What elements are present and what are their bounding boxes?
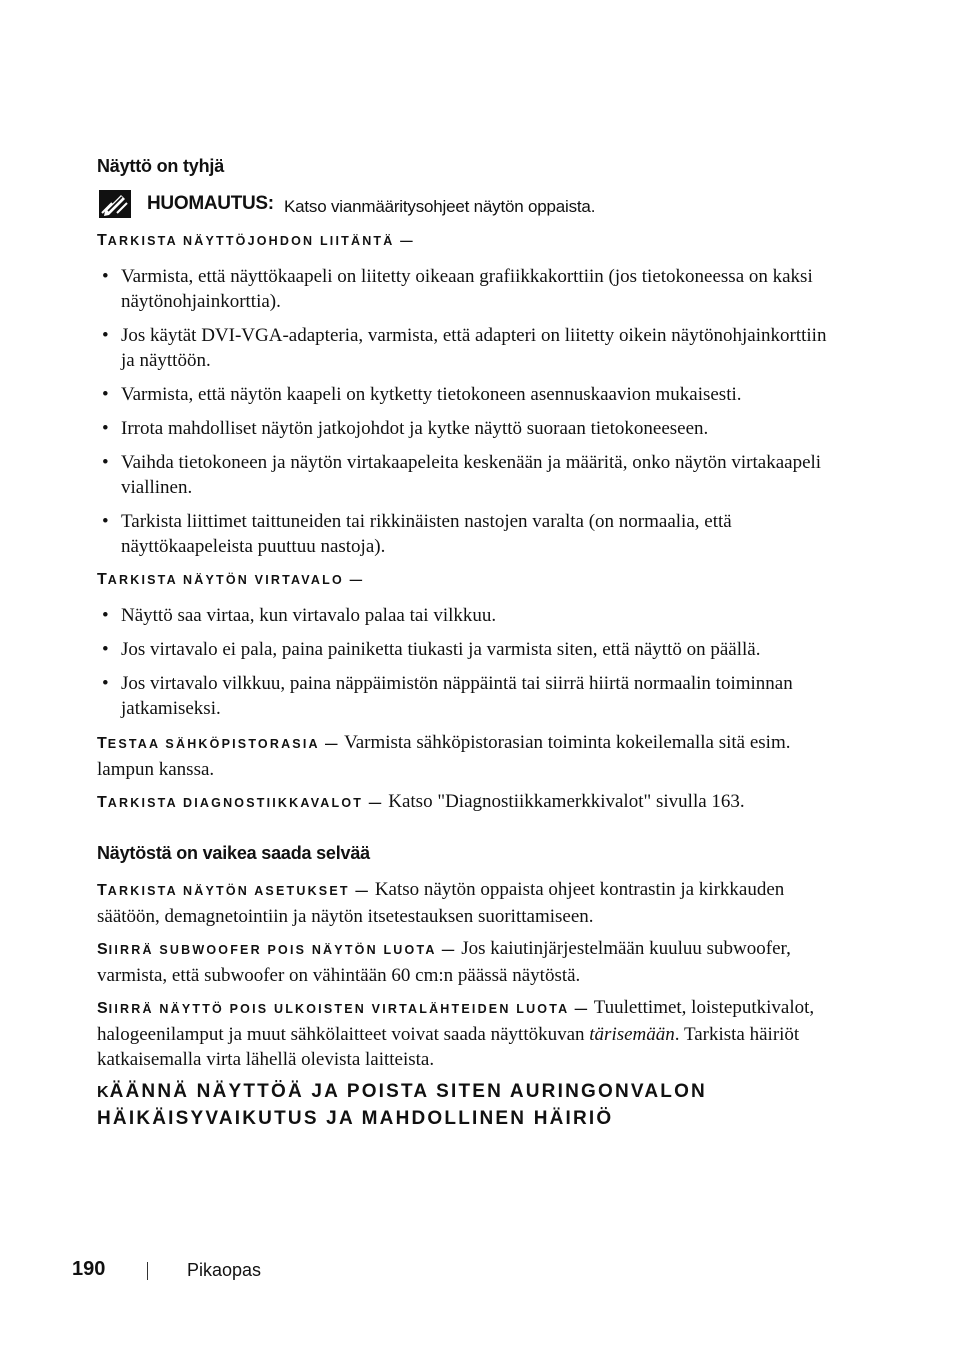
list-item: • Tarkista liittimet taittuneiden tai rikkinäisten nastojen varalta (on normaalia, että näyttökaapeleista puuttuu nastoja). [97,509,827,559]
power-sources-paragraph: SIIRRÄ NÄYTTÖ POIS ULKOISTEN VIRTALÄHTEIDEN LUOTA — Tuulettimet, loisteputkivalot, halogeenilamput ja muut sähkölaitteet voivat saada näyttökuvan tärisemään. Tarkista häiriöt katkaisemalla virta lähellä olevista laitteista. [97,997,815,1070]
page-footer [72,1258,472,1284]
diagnostics-heading: TARKISTA DIAGNOSTIIKKAVALOT — [97,794,384,811]
footer-divider [147,1262,148,1280]
diagnostics-paragraph: TARKISTA DIAGNOSTIIKKAVALOT — Katso "Diagnostiikkamerkkivalot" sivulla 163. [97,791,745,812]
check-cable-heading: TARKISTA NÄYTTÖJOHDON LIITÄNTÄ — [97,232,415,249]
note-box [97,190,827,222]
note-label: HUOMAUTUS: [147,193,274,214]
note-text: Katso vianmääritysohjeet näytön oppaista. [284,197,596,216]
test-outlet-heading: TESTAA SÄHKÖPISTORASIA — [97,735,340,752]
footer-title: Pikaopas [187,1260,262,1280]
display-settings-heading: TARKISTA NÄYTÖN ASETUKSET — [97,882,371,899]
power-light-list [97,603,827,730]
rotate-display-heading: KÄÄNNÄ NÄYTTÖÄ JA POISTA SITEN AURINGONVALON HÄIKÄISYVAIKUTUS JA MAHDOLLINEN HÄIRIÖ [97,1081,707,1129]
list-item: • Irrota mahdolliset näytön jatkojohdot ja kytke näyttö suoraan tietokoneeseen. [97,416,827,441]
pencil-note-icon [99,190,131,218]
section-title-blank-display: Näyttö on tyhjä [97,156,225,176]
list-item: • Jos käytät DVI-VGA-adapteria, varmista, että adapteri on liitetty oikein näytönohjainkorttiin ja näyttöön. [97,323,827,373]
cable-check-list [97,264,827,568]
list-item: • Jos virtavalo ei pala, paina painiketta tiukasti ja varmista siten, että näyttö on päällä. [97,637,827,662]
list-item: • Varmista, että näytön kaapeli on kytketty tietokoneen asennuskaavion mukaisesti. [97,382,827,407]
list-item: • Näyttö saa virtaa, kun virtavalo palaa tai vilkkuu. [97,603,827,628]
list-item: • Varmista, että näyttökaapeli on liitetty oikeaan grafiikkakorttiin (jos tietokoneessa on kaksi näytönohjainkorttia). [97,264,827,314]
subwoofer-paragraph: SIIRRÄ SUBWOOFER POIS NÄYTÖN LUOTA — Jos kaiutinjärjestelmään kuuluu subwoofer, varmista, että subwoofer on vähintään 60 cm:n päässä näytöstä. [97,938,791,986]
list-item: • Vaihda tietokoneen ja näytön virtakaapeleita keskenään ja määritä, onko näytön virtakaapeli viallinen. [97,450,827,500]
display-settings-paragraph: TARKISTA NÄYTÖN ASETUKSET — Katso näytön oppaista ohjeet kontrastin ja kirkkauden säätöön, demagnetointiin ja näytön itsetestauksen suorittamiseen. [97,879,785,927]
page-number: 190 [72,1258,106,1280]
list-item: • Jos virtavalo vilkkuu, paina näppäimistön näppäintä tai siirrä hiirtä normaalin toiminnan jatkamiseksi. [97,671,827,721]
power-sources-heading: SIIRRÄ NÄYTTÖ POIS ULKOISTEN VIRTALÄHTEIDEN LUOTA — [97,1000,590,1017]
test-outlet-paragraph: TESTAA SÄHKÖPISTORASIA — Varmista sähköpistorasian toiminta kokeilemalla sitä esim. lampun kanssa. [97,732,791,780]
section-title-hard-to-read: Näytöstä on vaikea saada selvää [97,843,370,863]
power-light-heading: TARKISTA NÄYTÖN VIRTAVALO — [97,571,365,588]
subwoofer-heading: SIIRRÄ SUBWOOFER POIS NÄYTÖN LUOTA — [97,941,457,958]
